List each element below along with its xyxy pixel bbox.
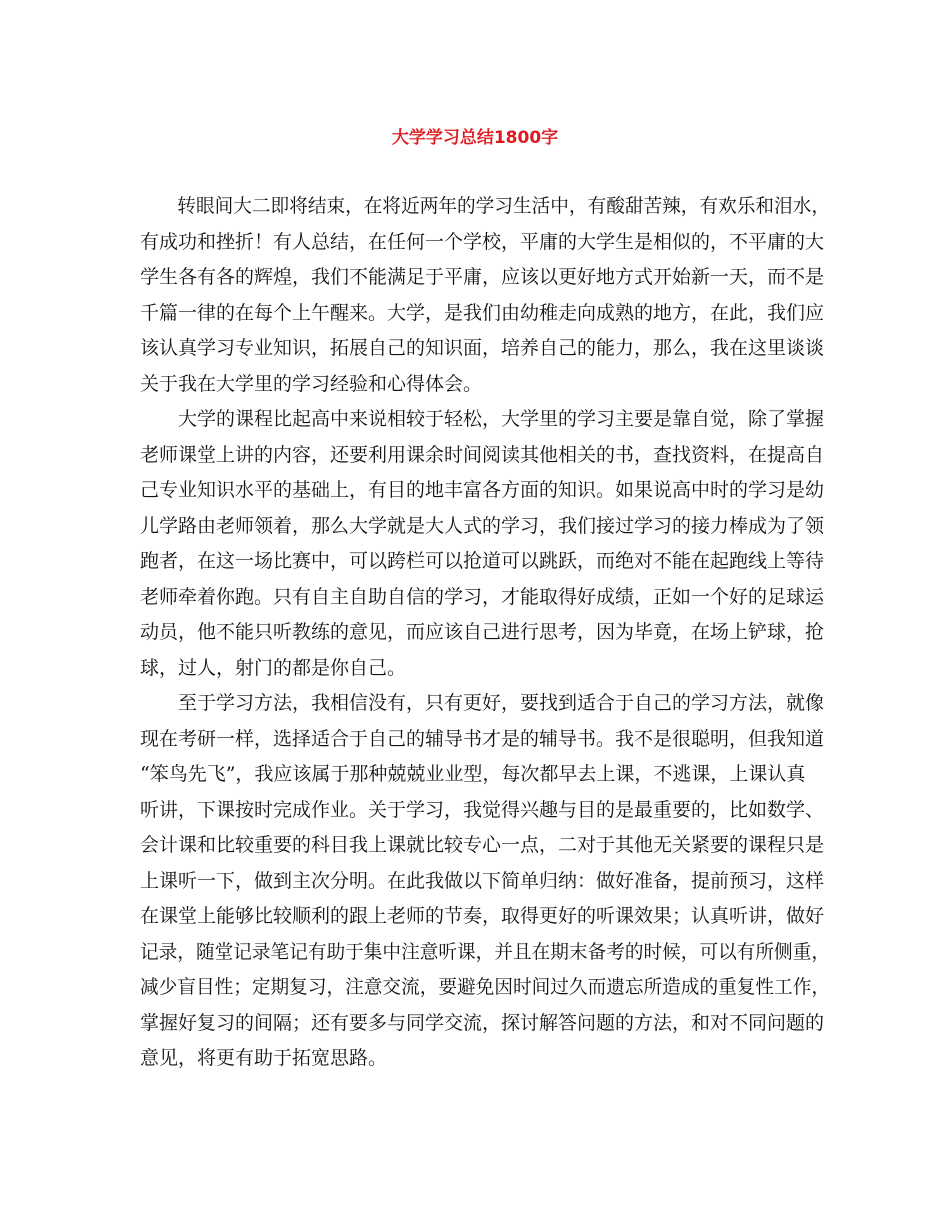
paragraph-line: 己专业知识水平的基础上，有目的地丰富各方面的知识。如果说高中时的学习是幼 (140, 479, 825, 501)
paragraph-line: 老师课堂上讲的内容，还要利用课余时间阅读其他相关的书，查找资料，在提高自 (140, 443, 825, 466)
paragraph-line: 至于学习方法，我相信没有，只有更好，要找到适合于自己的学习方法，就像 (140, 692, 825, 714)
paragraph-line: 现在考研一样，选择适合于自己的辅导书才是的辅导书。我不是很聪明，但我知道 (140, 727, 825, 750)
paragraph-line: 学生各有各的辉煌，我们不能满足于平庸，应该以更好地方式开始新一天，而不是 (140, 266, 825, 288)
paragraph-1 (140, 189, 830, 402)
paragraph-line: “笨鸟先飞”，我应该属于那种兢兢业业型，每次都早去上课，不逃课，上课认真 (140, 763, 806, 785)
paragraph-line: 记录，随堂记录笔记有助于集中注意听课，并且在期末备考的时候，可以有所侧重， (140, 940, 831, 963)
paragraph-line: 转眼间大二即将结束，在将近两年的学习生活中，有酸甜苦辣，有欢乐和泪水， (140, 195, 831, 217)
paragraph-line: 上课听一下，做到主次分明。在此我做以下简单归纳：做好准备，提前预习，这样 (140, 869, 825, 892)
paragraph-line: 老师牵着你跑。只有自主自助自信的学习，才能取得好成绩，正如一个好的足球运 (140, 585, 825, 608)
paragraph-line: 会计课和比较重要的科目我上课就比较专心一点，二对于其他无关紧要的课程只是 (140, 834, 825, 856)
paragraph-line: 儿学路由老师领着，那么大学就是大人式的学习，我们接过学习的接力棒成为了领 (140, 514, 825, 537)
paragraph-line: 意见，将更有助于拓宽思路。 (140, 1047, 388, 1069)
paragraph-line: 球，过人，射门的都是你自己。 (140, 656, 407, 679)
paragraph-line: 听讲，下课按时完成作业。关于学习，我觉得兴趣与目的是最重要的，比如数学、 (140, 798, 825, 821)
paragraph-line: 大学的课程比起高中来说相较于轻松，大学里的学习主要是靠自觉，除了掌握 (140, 408, 825, 430)
paragraph-line: 有成功和挫折！有人总结，在任何一个学校，平庸的大学生是相似的，不平庸的大 (140, 230, 825, 253)
paragraph-line: 关于我在大学里的学习经验和心得体会。 (140, 372, 483, 395)
paragraph-line: 掌握好复习的间隔；还有要多与同学交流，探讨解答问题的方法，和对不同问题的 (140, 1011, 825, 1034)
paragraph-2 (140, 402, 830, 686)
paragraph-line: 千篇一律的在每个上午醒来。大学，是我们由幼稚走向成熟的地方，在此，我们应 (140, 301, 825, 324)
paragraph-line: 在课堂上能够比较顺利的跟上老师的节奏，取得更好的听课效果；认真听讲，做好 (140, 905, 825, 927)
paragraph-line: 减少盲目性；定期复习，注意交流，要避免因时间过久而遗忘所造成的重复性工作， (140, 976, 831, 998)
paragraph-3 (140, 686, 830, 1077)
document-title: 大学学习总结1800字 (391, 128, 559, 148)
paragraph-line: 跑者，在这一场比赛中，可以跨栏可以抢道可以跳跃，而绝对不能在起跑线上等待 (140, 550, 825, 572)
document-body (140, 189, 830, 1077)
paragraph-line: 动员，他不能只听教练的意见，而应该自己进行思考，因为毕竟，在场上铲球，抢 (140, 621, 825, 643)
paragraph-line: 该认真学习专业知识，拓展自己的知识面，培养自己的能力，那么，我在这里谈谈 (140, 337, 825, 359)
